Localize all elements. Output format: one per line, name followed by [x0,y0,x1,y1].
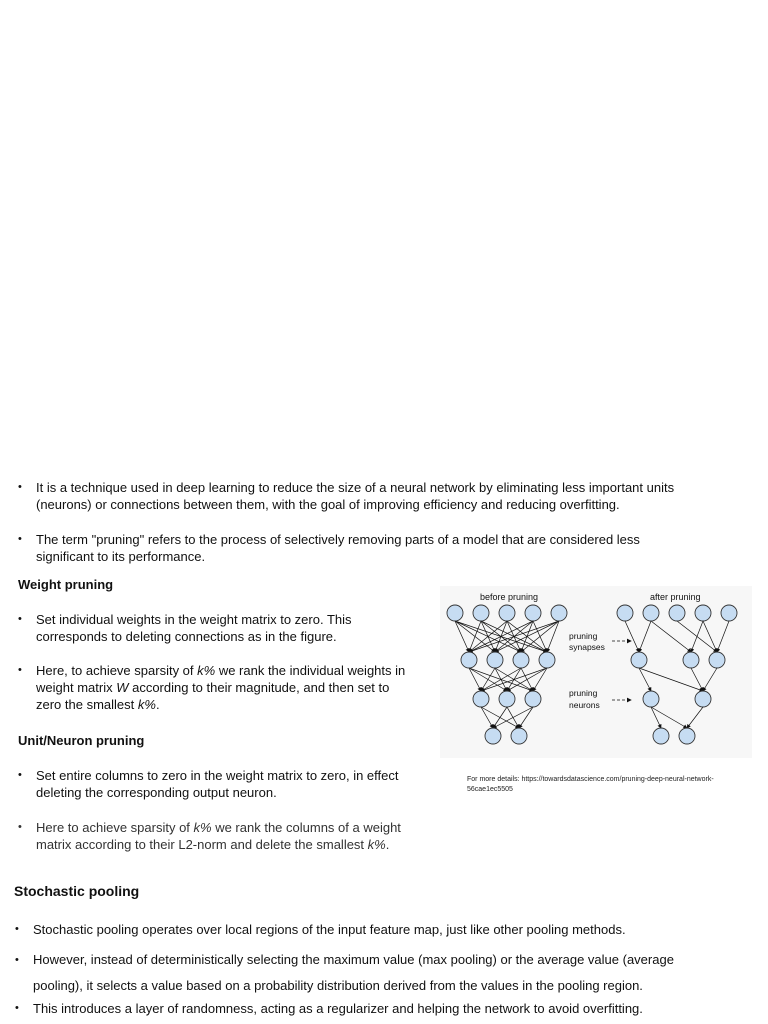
text-run-italic: k% [193,820,212,835]
neuron-node [511,728,527,744]
neuron-node [709,652,725,668]
bullet-dot: • [18,821,22,833]
pruning-synapses-label-2: synapses [569,642,605,652]
neuron-node [679,728,695,744]
pruning-neurons-label-1: pruning [569,688,598,698]
weight-pruning-heading: Weight pruning [18,577,114,592]
neuron-node [447,605,463,621]
stochastic-bullet-3-text: This introduces a layer of randomness, acting as a regularizer and helping the network to avoid overfitting. [33,1001,643,1016]
text-run: Here, to achieve sparsity of [36,663,198,678]
text-run: according to their magnitude, and then set to zero the smallest [36,680,390,712]
neuron-node [643,691,659,707]
pruning-neurons-label-2: neurons [569,700,600,710]
neuron-node [695,605,711,621]
text-run-italic: k% [197,663,216,678]
before-pruning-label: before pruning [480,592,539,602]
neuron-node [695,691,711,707]
text-run: we rank the individual weights in weight matrix [36,663,406,695]
text-run: Here to achieve sparsity of [36,820,194,835]
pruned-synapse-edge [651,621,691,652]
neuron-node [485,728,501,744]
neuron-node [539,652,555,668]
neuron-node [551,605,567,621]
pruning-synapses-label-1: pruning [569,631,598,641]
synapse-edge [481,668,547,691]
weight-bullet-1-text: Set individual weights in the weight matrix to zero. This corresponds to deleting connections as in the figure. [36,612,352,644]
pruning-diagram [440,586,752,758]
neuron-node [461,652,477,668]
bullet-dot: • [18,769,22,781]
stochastic-bullet-2-text: However, instead of deterministically selecting the maximum value (max pooling) or the average value (average pooling), it selects a value based on a probability distribution derived from the values in the pooling region. [33,952,674,993]
bullet-dot: • [15,954,19,966]
pruned-synapse-edge [717,621,729,652]
after-pruning-label: after pruning [650,592,701,602]
neuron-node [487,652,503,668]
neuron-node [513,652,529,668]
unit-bullet-1-text: Set entire columns to zero in the weight matrix to zero, in effect deleting the corresponding output neuron. [36,768,399,800]
neuron-node [631,652,647,668]
text-run-italic: k% [367,837,386,852]
neuron-node [473,605,489,621]
bullet-dot: • [18,481,22,493]
neuron-node [643,605,659,621]
after-edges [625,621,729,728]
neuron-node [525,605,541,621]
neuron-node [499,691,515,707]
neuron-node [617,605,633,621]
text-run: . [385,837,390,852]
before-edges [455,621,559,728]
synapse-edge [533,668,547,691]
neuron-node [653,728,669,744]
stochastic-bullet-1-text: Stochastic pooling operates over local regions of the input feature map, just like other pooling methods. [33,922,626,937]
unit-pruning-heading: Unit/Neuron pruning [18,733,145,748]
pruned-synapse-edge [703,668,717,691]
synapse-edge [519,707,533,728]
pruning-figure [440,586,752,758]
text-run: we rank the columns of a weight matrix according to their L2-norm and delete the smallest [36,820,401,852]
pruned-synapse-edge [691,621,703,652]
bullet-dot: • [18,533,22,545]
neuron-node [525,691,541,707]
text-run-italic: W [116,680,129,695]
figure-caption: For more details: https://towardsdatascience.com/pruning-deep-neural-network-56cae1ec5505 [467,776,714,793]
weight-bullet-2-text [36,662,418,713]
neuron-node [473,691,489,707]
text-run: . [155,697,160,712]
bullet-dot: • [15,923,19,935]
pruned-synapse-edge [703,621,717,652]
neuron-node [669,605,685,621]
bullet-dot: • [18,613,22,625]
unit-bullet-2-text [36,819,416,853]
stochastic-pooling-heading: Stochastic pooling [14,883,140,899]
synapse-edge [481,668,495,691]
bullet-dot: • [18,664,22,676]
pruned-synapse-edge [639,668,703,691]
pruned-synapse-edge [651,707,687,728]
intro-bullet-1-text: It is a technique used in deep learning to reduce the size of a neural network by eliminating less important units (neurons) or connections between them, with the goal of improving efficiency and reducing overfitting. [36,480,675,512]
bullet-dot: • [15,1002,19,1014]
synapse-edge [469,621,559,652]
pruned-synapse-edge [639,621,651,652]
neuron-node [683,652,699,668]
neuron-node [499,605,515,621]
synapse-edge [493,707,507,728]
pruned-synapse-edge [687,707,703,728]
synapse-edge [455,621,469,652]
intro-bullet-2-text: The term "pruning" refers to the process of selectively removing parts of a model that are considered less significant to its performance. [36,532,640,564]
text-run-italic: k% [137,697,156,712]
neuron-node [721,605,737,621]
pruned-synapse-edge [625,621,639,652]
